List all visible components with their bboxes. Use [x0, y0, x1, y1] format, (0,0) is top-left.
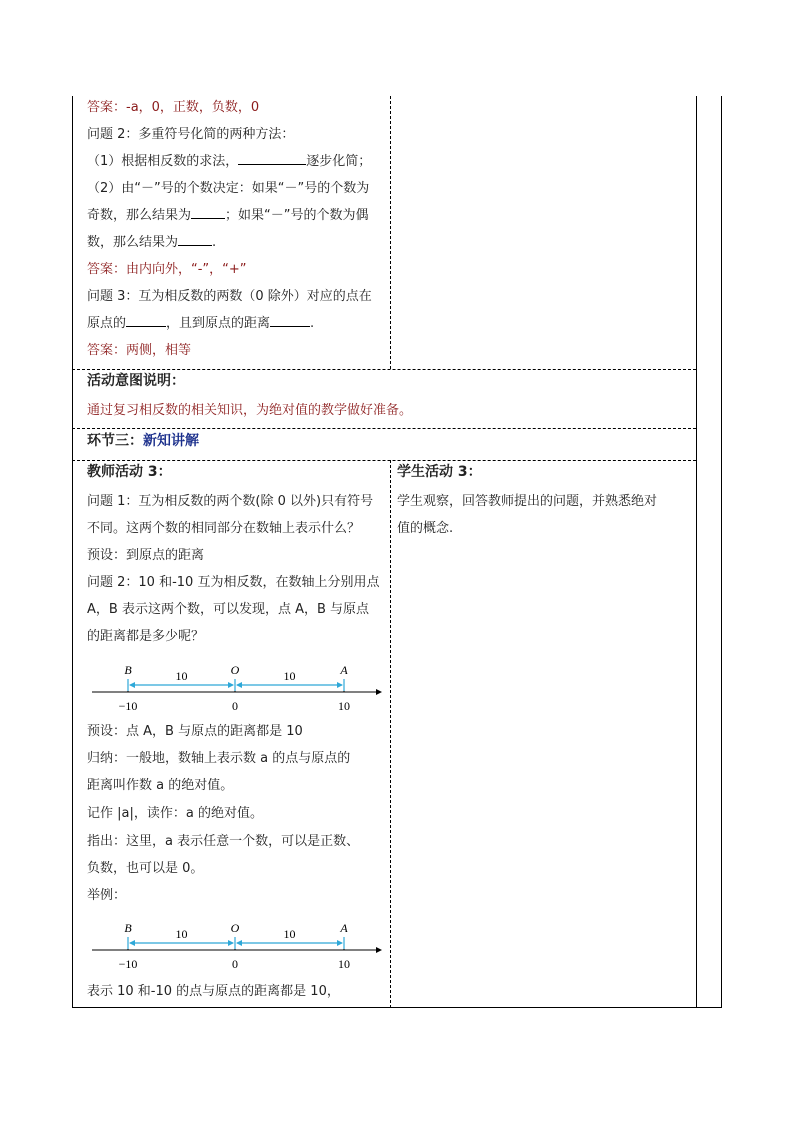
axis-arrowhead: [376, 947, 382, 953]
method-1: （1）根据相反数的求法， 逐步化简；: [87, 148, 371, 175]
distance-label-right: 10: [283, 927, 296, 941]
point-label-b: B: [124, 921, 132, 935]
teacher-summary-line-1: 归纳：一般地，数轴上表示数 a 的点与原点的: [87, 751, 351, 766]
point-label-o: O: [230, 921, 240, 935]
number-line-diagram-2: [88, 918, 388, 974]
distance-label-left: 10: [175, 669, 188, 683]
tick-label-10: 10: [338, 699, 350, 713]
teacher-q2-line-2: A，B 表示这两个数，可以发现，点 A，B 与原点: [87, 602, 370, 617]
teacher-notation: 记作 |a|，读作：a 的绝对值。: [87, 806, 263, 821]
teacher-preset-1: 预设：到原点的距离: [87, 548, 205, 563]
teacher-summary-line-2: 距离叫作数 a 的绝对值。: [87, 778, 234, 793]
point-label-a: A: [340, 921, 348, 935]
method-2-line-2: 奇数，那么结果为 ；如果“－”号的个数为偶: [87, 202, 369, 229]
distance-arrowhead: [337, 940, 343, 946]
answer-3: 答案：两侧，相等: [87, 343, 192, 358]
distance-label-left: 10: [175, 927, 188, 941]
distance-arrowhead: [236, 940, 242, 946]
tick-label-0: 0: [232, 699, 238, 713]
distance-arrowhead: [129, 940, 135, 946]
right-margin-column-line: [696, 96, 697, 1008]
point-label-b: B: [124, 663, 132, 677]
teacher-example-label: 举例：: [87, 888, 127, 903]
point-label-a: A: [340, 663, 348, 677]
section-heading: 环节三：新知讲解: [87, 433, 199, 449]
row1-column-divider: [390, 96, 391, 369]
answer-2: 答案：由内向外，“-”，“+”: [87, 262, 247, 277]
teacher-point-line-1: 指出：这里，a 表示任意一个数，可以是正数、: [87, 834, 360, 849]
student-activity-title: 学生活动 3：: [397, 464, 482, 480]
distance-arrowhead: [337, 682, 343, 688]
distance-arrowhead: [236, 682, 242, 688]
tick-label-neg-10: −10: [118, 699, 138, 713]
row4-column-divider: [390, 460, 391, 1008]
method-2-line-3: 数，那么结果为 .: [87, 229, 216, 256]
distance-arrowhead: [228, 940, 234, 946]
axis-arrowhead: [376, 689, 382, 695]
teacher-activity-title: 教师活动 3：: [87, 464, 172, 480]
teacher-conclusion: 表示 10 和-10 的点与原点的距离都是 10，: [87, 984, 340, 999]
distance-arrowhead: [129, 682, 135, 688]
question-3-line-2: 原点的 ，且到原点的距离 .: [87, 310, 314, 337]
teacher-q1-line-1: 问题 1：互为相反数的两个数(除 0 以外)只有符号: [87, 494, 374, 509]
teacher-q2-line-3: 的距离都是多少呢？: [87, 629, 205, 644]
intent-title: 活动意图说明：: [87, 373, 185, 389]
question-2: 问题 2：多重符号化简的两种方法：: [87, 127, 295, 142]
answer-1: 答案：-a，0，正数，负数，0: [87, 100, 260, 115]
question-3-line-1: 问题 3：互为相反数的两数（0 除外）对应的点在: [87, 289, 372, 304]
distance-arrowhead: [228, 682, 234, 688]
student-line-1: 学生观察，回答教师提出的问题，并熟悉绝对: [397, 494, 658, 509]
intent-text: 通过复习相反数的相关知识，为绝对值的教学做好准备。: [87, 403, 413, 418]
distance-label-right: 10: [283, 669, 296, 683]
tick-label-0: 0: [232, 957, 238, 971]
point-label-o: O: [230, 663, 240, 677]
teacher-q1-line-2: 不同。这两个数的相同部分在数轴上表示什么？: [87, 521, 361, 536]
method-2-line-1: （2）由“－”号的个数决定：如果“－”号的个数为: [87, 181, 370, 196]
number-line-diagram-1: [88, 660, 388, 716]
tick-label-10: 10: [338, 957, 350, 971]
teacher-q2-line-1: 问题 2：10 和-10 互为相反数，在数轴上分别用点: [87, 575, 380, 590]
student-line-2: 值的概念.: [397, 521, 454, 536]
tick-label-neg-10: −10: [118, 957, 138, 971]
teacher-preset-2: 预设：点 A，B 与原点的距离都是 10: [87, 724, 303, 739]
teacher-point-line-2: 负数，也可以是 0。: [87, 861, 204, 876]
